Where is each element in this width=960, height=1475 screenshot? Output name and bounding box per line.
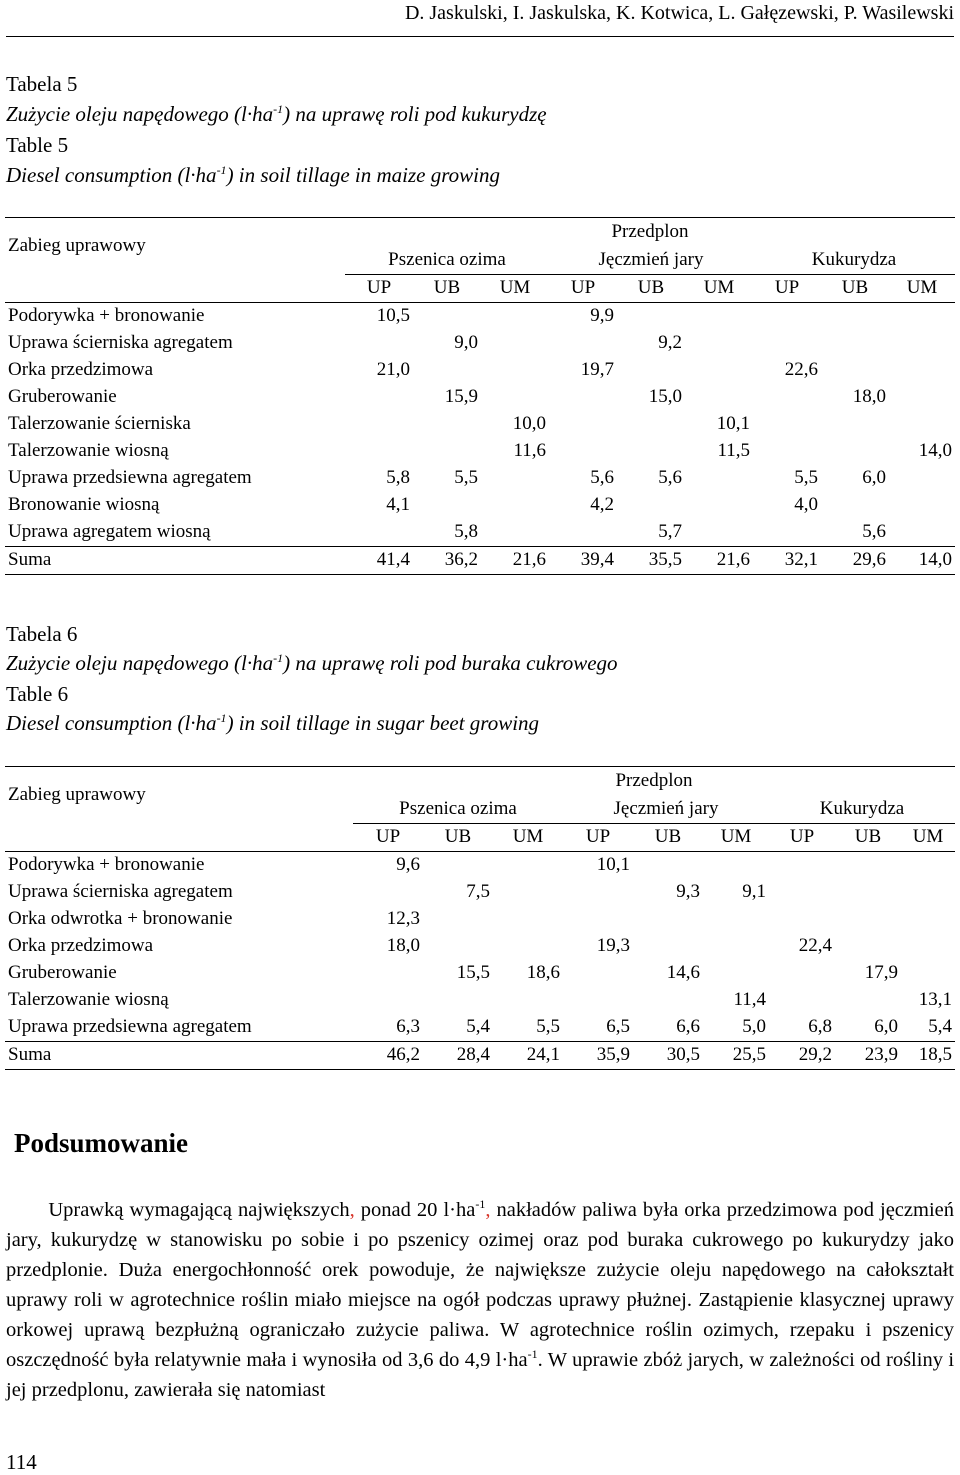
table-cell: 5,7 bbox=[658, 521, 682, 542]
table-cell bbox=[413, 302, 481, 330]
table-cell bbox=[821, 302, 889, 330]
sum-cell: 36,2 bbox=[413, 546, 481, 574]
table-cell bbox=[549, 411, 617, 438]
table-row bbox=[5, 438, 955, 465]
table-cell bbox=[345, 438, 413, 465]
table-cell bbox=[835, 933, 901, 960]
table-cell: 5,5 bbox=[454, 467, 478, 488]
table5-sum-row bbox=[5, 546, 955, 574]
table-cell: 6,8 bbox=[808, 1016, 832, 1037]
sum-cell: 30,5 bbox=[633, 1041, 703, 1069]
table-cell bbox=[633, 933, 703, 960]
row-label: Uprawa ścierniska agregatem bbox=[8, 881, 233, 902]
table-cell bbox=[685, 384, 753, 411]
table-cell: 21,0 bbox=[376, 359, 410, 380]
table-cell: 4,0 bbox=[794, 494, 818, 515]
table-cell: 9,0 bbox=[454, 332, 478, 353]
table-cell bbox=[703, 960, 769, 987]
table-cell bbox=[703, 906, 769, 933]
table-cell bbox=[703, 851, 769, 879]
table5-title-pl: Zużycie oleju napędowego $(l\cdot ha^{-1})$ na uprawę roli pod kukurydzę bbox=[6, 102, 547, 126]
table5-group-label: Przedplon bbox=[345, 218, 955, 247]
table-cell bbox=[835, 906, 901, 933]
sum-cell: 46,2 bbox=[353, 1041, 423, 1069]
table-cell bbox=[423, 987, 493, 1014]
table-cell: 14,0 bbox=[918, 440, 952, 461]
table5-col-label: Zabieg uprawowy bbox=[5, 218, 345, 275]
table-cell bbox=[821, 492, 889, 519]
table-cell bbox=[633, 906, 703, 933]
table-cell bbox=[563, 906, 633, 933]
table-cell: 12,3 bbox=[386, 908, 420, 929]
table-cell: 9,6 bbox=[396, 854, 420, 875]
table-cell bbox=[481, 330, 549, 357]
table-cell bbox=[493, 933, 563, 960]
table5-label-en: Table 5 bbox=[6, 133, 69, 157]
sum-cell: 21,6 bbox=[481, 546, 549, 574]
table-cell bbox=[413, 411, 481, 438]
table-cell bbox=[617, 438, 685, 465]
table-cell bbox=[413, 492, 481, 519]
table-row bbox=[5, 465, 955, 492]
table-cell bbox=[685, 492, 753, 519]
table-cell: 5,8 bbox=[454, 521, 478, 542]
table-cell bbox=[549, 519, 617, 547]
sum-cell: 18,5 bbox=[901, 1041, 955, 1069]
table6-subcol-5: UM bbox=[703, 823, 769, 851]
table-cell bbox=[703, 933, 769, 960]
table-row bbox=[5, 879, 955, 906]
table-cell bbox=[769, 851, 835, 879]
table6-group-label: Przedplon bbox=[353, 767, 955, 796]
table6-crop-2: Jęczmień jary bbox=[563, 796, 769, 824]
table5-crop-1: Pszenica ozima bbox=[345, 247, 549, 275]
table6-col-label: Zabieg uprawowy bbox=[5, 767, 353, 824]
table-cell bbox=[493, 987, 563, 1014]
table-cell bbox=[563, 987, 633, 1014]
table-cell: 19,3 bbox=[596, 935, 630, 956]
table-cell: 6,0 bbox=[874, 1016, 898, 1037]
table-cell: 4,2 bbox=[590, 494, 614, 515]
table-cell bbox=[821, 330, 889, 357]
table-cell bbox=[353, 960, 423, 987]
table6-subcol-6: UP bbox=[769, 823, 835, 851]
table-cell: 11,5 bbox=[717, 440, 750, 461]
table-cell: 15,5 bbox=[456, 962, 490, 983]
table5-subcol-3: UP bbox=[549, 274, 617, 302]
table-cell bbox=[753, 302, 821, 330]
table-cell bbox=[889, 357, 955, 384]
table-cell bbox=[901, 851, 955, 879]
table-cell bbox=[563, 960, 633, 987]
table-cell: 15,0 bbox=[648, 386, 682, 407]
table-row bbox=[5, 519, 955, 547]
table-cell bbox=[769, 879, 835, 906]
table-cell: 11,4 bbox=[733, 989, 766, 1010]
table-cell bbox=[413, 357, 481, 384]
table-cell bbox=[481, 357, 549, 384]
sum-cell: 23,9 bbox=[835, 1041, 901, 1069]
table-cell bbox=[549, 438, 617, 465]
table-row bbox=[5, 302, 955, 330]
table-row bbox=[5, 960, 955, 987]
row-label: Uprawa przedsiewna agregatem bbox=[8, 1016, 252, 1037]
table-cell bbox=[345, 411, 413, 438]
table-cell: 5,6 bbox=[862, 521, 886, 542]
table-cell bbox=[345, 384, 413, 411]
table-cell bbox=[617, 411, 685, 438]
table-cell bbox=[493, 906, 563, 933]
row-label: Gruberowanie bbox=[8, 386, 117, 407]
table-cell: 17,9 bbox=[864, 962, 898, 983]
table-cell bbox=[889, 302, 955, 330]
sum-cell: 14,0 bbox=[889, 546, 955, 574]
table6-subcol-3: UP bbox=[563, 823, 633, 851]
table-cell: 10,5 bbox=[376, 305, 410, 326]
table-cell bbox=[889, 465, 955, 492]
sum-cell: 35,9 bbox=[563, 1041, 633, 1069]
table-cell: 9,3 bbox=[676, 881, 700, 902]
table-cell: 18,6 bbox=[526, 962, 560, 983]
table-cell bbox=[353, 987, 423, 1014]
table6-subcol-7: UB bbox=[835, 823, 901, 851]
table-cell bbox=[769, 960, 835, 987]
table-cell bbox=[685, 465, 753, 492]
table6 bbox=[5, 766, 955, 1070]
table-cell: 7,5 bbox=[466, 881, 490, 902]
sum-cell: 32,1 bbox=[753, 546, 821, 574]
row-label: Orka przedzimowa bbox=[8, 359, 154, 380]
table6-sum-row bbox=[5, 1041, 955, 1069]
table5-title-en: Diesel consumption $(l\cdot ha^{-1})$ in soil tillage in maize growing bbox=[6, 163, 500, 187]
table-cell: 18,0 bbox=[386, 935, 420, 956]
table-row bbox=[5, 492, 955, 519]
table-cell: 6,6 bbox=[676, 1016, 700, 1037]
table-row bbox=[5, 330, 955, 357]
table-cell bbox=[685, 519, 753, 547]
sum-cell: 29,6 bbox=[821, 546, 889, 574]
table-cell bbox=[549, 330, 617, 357]
table-cell: 4,1 bbox=[386, 494, 410, 515]
table-cell bbox=[835, 987, 901, 1014]
row-label: Gruberowanie bbox=[8, 962, 117, 983]
table-cell bbox=[821, 357, 889, 384]
row-label: Uprawa przedsiewna agregatem bbox=[8, 467, 252, 488]
row-label: Bronowanie wiosną bbox=[8, 494, 160, 515]
table-row bbox=[5, 411, 955, 438]
table-cell bbox=[423, 933, 493, 960]
table6-subcol-1: UB bbox=[423, 823, 493, 851]
table-cell bbox=[617, 492, 685, 519]
table-cell: 10,1 bbox=[716, 413, 750, 434]
table-cell: 22,4 bbox=[798, 935, 832, 956]
table-cell bbox=[633, 851, 703, 879]
table6-label-pl: Tabela 6 bbox=[6, 622, 78, 646]
row-label: Podorywka + bronowanie bbox=[8, 305, 205, 326]
table-cell bbox=[481, 302, 549, 330]
table-cell: 5,4 bbox=[466, 1016, 490, 1037]
table-cell bbox=[769, 906, 835, 933]
row-label: Talerzowanie ścierniska bbox=[8, 413, 191, 434]
table-row bbox=[5, 906, 955, 933]
table-row bbox=[5, 933, 955, 960]
table-cell bbox=[769, 987, 835, 1014]
table-cell: 10,1 bbox=[596, 854, 630, 875]
sum-cell: 39,4 bbox=[549, 546, 617, 574]
table-cell bbox=[753, 384, 821, 411]
table-cell: 9,1 bbox=[742, 881, 766, 902]
table-cell: 5,5 bbox=[536, 1016, 560, 1037]
row-label: Orka odwrotka + bronowanie bbox=[8, 908, 233, 929]
table-cell bbox=[685, 302, 753, 330]
table-cell bbox=[901, 906, 955, 933]
table-cell bbox=[413, 438, 481, 465]
table5-subcol-4: UB bbox=[617, 274, 685, 302]
table6-title-en: Diesel consumption $(l\cdot ha^{-1})$ in soil tillage in sugar beet growing bbox=[6, 711, 540, 735]
table5-crop-2: Jęczmień jary bbox=[549, 247, 753, 275]
table-cell bbox=[901, 960, 955, 987]
table-cell: 9,9 bbox=[590, 305, 614, 326]
table-cell: 5,6 bbox=[658, 467, 682, 488]
table5-subcol-7: UB bbox=[821, 274, 889, 302]
table-cell: 11,6 bbox=[513, 440, 546, 461]
table-row bbox=[5, 851, 955, 879]
table-cell bbox=[617, 357, 685, 384]
table6-crop-1: Pszenica ozima bbox=[353, 796, 563, 824]
table-cell bbox=[835, 879, 901, 906]
sum-cell: 35,5 bbox=[617, 546, 685, 574]
table5-crop-3: Kukurydza bbox=[753, 247, 955, 275]
table5 bbox=[5, 217, 955, 575]
table-row bbox=[5, 357, 955, 384]
table5-subcol-1: UB bbox=[413, 274, 481, 302]
table6-subcol-2: UM bbox=[493, 823, 563, 851]
table-cell bbox=[353, 879, 423, 906]
table5-subcol-5: UM bbox=[685, 274, 753, 302]
sum-cell: 21,6 bbox=[685, 546, 753, 574]
table-cell: 15,9 bbox=[444, 386, 478, 407]
table-cell bbox=[481, 519, 549, 547]
page-number: 114 bbox=[6, 1450, 37, 1474]
table-cell bbox=[423, 906, 493, 933]
table-cell bbox=[493, 879, 563, 906]
table-cell bbox=[901, 879, 955, 906]
table-cell: 6,0 bbox=[862, 467, 886, 488]
table-cell bbox=[617, 302, 685, 330]
table-cell bbox=[821, 438, 889, 465]
table-cell bbox=[549, 384, 617, 411]
table5-label-pl: Tabela 5 bbox=[6, 72, 78, 96]
table-cell bbox=[889, 519, 955, 547]
sum-cell: 28,4 bbox=[423, 1041, 493, 1069]
row-label: Talerzowanie wiosną bbox=[8, 989, 169, 1010]
table-cell: 13,1 bbox=[918, 989, 952, 1010]
table-row bbox=[5, 1014, 955, 1042]
table-cell: 5,5 bbox=[794, 467, 818, 488]
table-cell bbox=[889, 384, 955, 411]
table-cell: 22,6 bbox=[784, 359, 818, 380]
sum-cell: 24,1 bbox=[493, 1041, 563, 1069]
table-cell bbox=[493, 851, 563, 879]
table-cell: 9,2 bbox=[658, 332, 682, 353]
table-cell bbox=[345, 519, 413, 547]
table-cell bbox=[901, 933, 955, 960]
table-cell bbox=[835, 851, 901, 879]
header-rule bbox=[6, 36, 954, 37]
table6-crop-3: Kukurydza bbox=[769, 796, 955, 824]
table6-subcol-4: UB bbox=[633, 823, 703, 851]
table-cell bbox=[889, 330, 955, 357]
table-cell: 6,3 bbox=[396, 1016, 420, 1037]
table-cell: 14,6 bbox=[666, 962, 700, 983]
sum-cell: 29,2 bbox=[769, 1041, 835, 1069]
table-row bbox=[5, 987, 955, 1014]
table5-subcol-8: UM bbox=[889, 274, 955, 302]
table-cell: 5,0 bbox=[742, 1016, 766, 1037]
table-cell bbox=[753, 438, 821, 465]
table-cell bbox=[633, 987, 703, 1014]
table-cell: 5,8 bbox=[386, 467, 410, 488]
table6-sum-label: Suma bbox=[5, 1041, 353, 1069]
row-label: Orka przedzimowa bbox=[8, 935, 154, 956]
table-row bbox=[5, 384, 955, 411]
table-cell: 5,4 bbox=[928, 1016, 952, 1037]
sum-cell: 41,4 bbox=[345, 546, 413, 574]
sum-cell: 25,5 bbox=[703, 1041, 769, 1069]
table-cell bbox=[753, 519, 821, 547]
table-cell bbox=[345, 330, 413, 357]
table-cell: 19,7 bbox=[580, 359, 614, 380]
row-label: Podorywka + bronowanie bbox=[8, 854, 205, 875]
table-cell bbox=[481, 465, 549, 492]
row-label: Uprawa ścierniska agregatem bbox=[8, 332, 233, 353]
table6-subcol-0: UP bbox=[353, 823, 423, 851]
running-header: D. Jaskulski, I. Jaskulska, K. Kotwica, L. Gałęzewski, P. Wasilewski bbox=[404, 2, 954, 24]
table-cell bbox=[481, 384, 549, 411]
table-cell bbox=[423, 851, 493, 879]
summary-paragraph: Uprawką wymagającą największych, ponad 20 $l\cdot ha^{-1}$, nakładów paliwa była orka przedzimowa pod jęczmień jary, kukurydzę w stanowisku po sobie i po pszenicy ozimej oraz pod buraka cukrowego po kukurydzy jako przedplonie. Duża energochłonność orek powoduje, że największe zużycie oleju napędowego na całokształt uprawy roli w agrotechnice roślin miało miejsce na ogół podczas uprawy płużnej. Zastąpienie klasycznej uprawy orkowej uprawą bezpłużną ograniczało zużycie paliwa. W agrotechnice roślin ozimych, rzepaku i pszenicy oszczędność była relatywnie mała i wynosiła od 3,6 do 4,9 $l\cdot ha^{-1}$. W uprawie zbóż jarych, w zależności od rośliny i jej przedplonu, zawierała się natomiast bbox=[6, 1197, 955, 1401]
table-cell bbox=[685, 357, 753, 384]
table-cell bbox=[889, 411, 955, 438]
table-cell bbox=[481, 492, 549, 519]
table6-subcol-8: UM bbox=[901, 823, 955, 851]
table5-subcol-0: UP bbox=[345, 274, 413, 302]
row-label: Talerzowanie wiosną bbox=[8, 440, 169, 461]
table6-label-en: Table 6 bbox=[6, 682, 69, 706]
table-cell: 10,0 bbox=[512, 413, 546, 434]
table-cell: 18,0 bbox=[852, 386, 886, 407]
table-cell: 6,5 bbox=[606, 1016, 630, 1037]
table-cell: 5,6 bbox=[590, 467, 614, 488]
table5-subcol-2: UM bbox=[481, 274, 549, 302]
table-cell bbox=[753, 330, 821, 357]
table-cell bbox=[563, 879, 633, 906]
row-label: Uprawa agregatem wiosną bbox=[8, 521, 211, 542]
table-cell bbox=[889, 492, 955, 519]
table6-title-pl: Zużycie oleju napędowego $(l\cdot ha^{-1})$ na uprawę roli pod buraka cukrowego bbox=[6, 651, 618, 675]
table5-sum-label: Suma bbox=[5, 546, 345, 574]
table-cell bbox=[753, 411, 821, 438]
table-cell bbox=[821, 411, 889, 438]
table5-subcol-6: UP bbox=[753, 274, 821, 302]
table-cell bbox=[685, 330, 753, 357]
section-heading: Podsumowanie bbox=[14, 1128, 189, 1158]
